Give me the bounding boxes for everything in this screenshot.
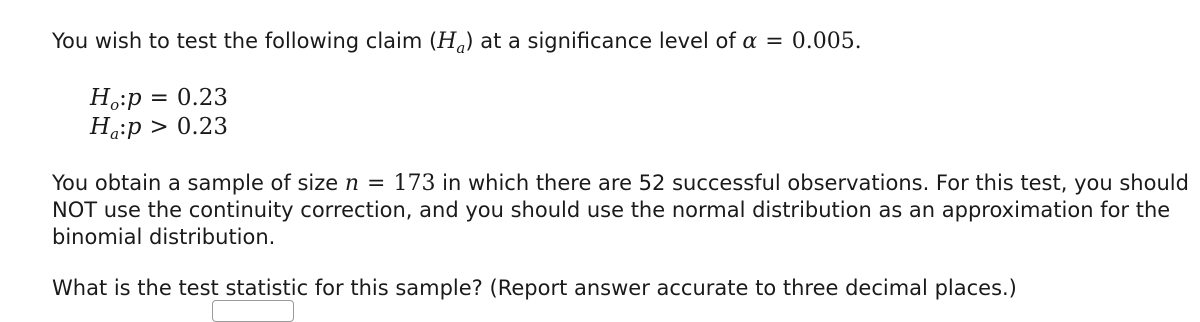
alt-hypothesis-symbol: $H_a$ (437, 29, 466, 57)
alternative-hypothesis: $H_a:p > 0.23$ (90, 114, 228, 143)
sample-text-end: in which there are 52 successful observations. For this test, you should (435, 171, 1189, 195)
claim-text-mid: ) at a significance level of (465, 29, 743, 53)
null-hypothesis: $H_o:p = 0.23$ (90, 85, 229, 114)
claim-text-start: You wish to test the following claim ( (52, 29, 438, 53)
significance-level: α = 0.005. (742, 29, 862, 54)
binomial-instruction: binomial distribution. (52, 225, 276, 249)
sample-description (52, 170, 1189, 197)
answer-input[interactable] (212, 300, 294, 322)
continuity-instruction: NOT use the continuity correction, and you should use the normal distribution as an approximation for the (52, 198, 1171, 222)
question-text: What is the test statistic for this sample? (Report answer accurate to three decimal places.) (52, 276, 1017, 300)
sample-text-start: You obtain a sample of size (52, 171, 345, 195)
sample-size: n = 173 (344, 171, 436, 196)
claim-statement (52, 28, 862, 57)
